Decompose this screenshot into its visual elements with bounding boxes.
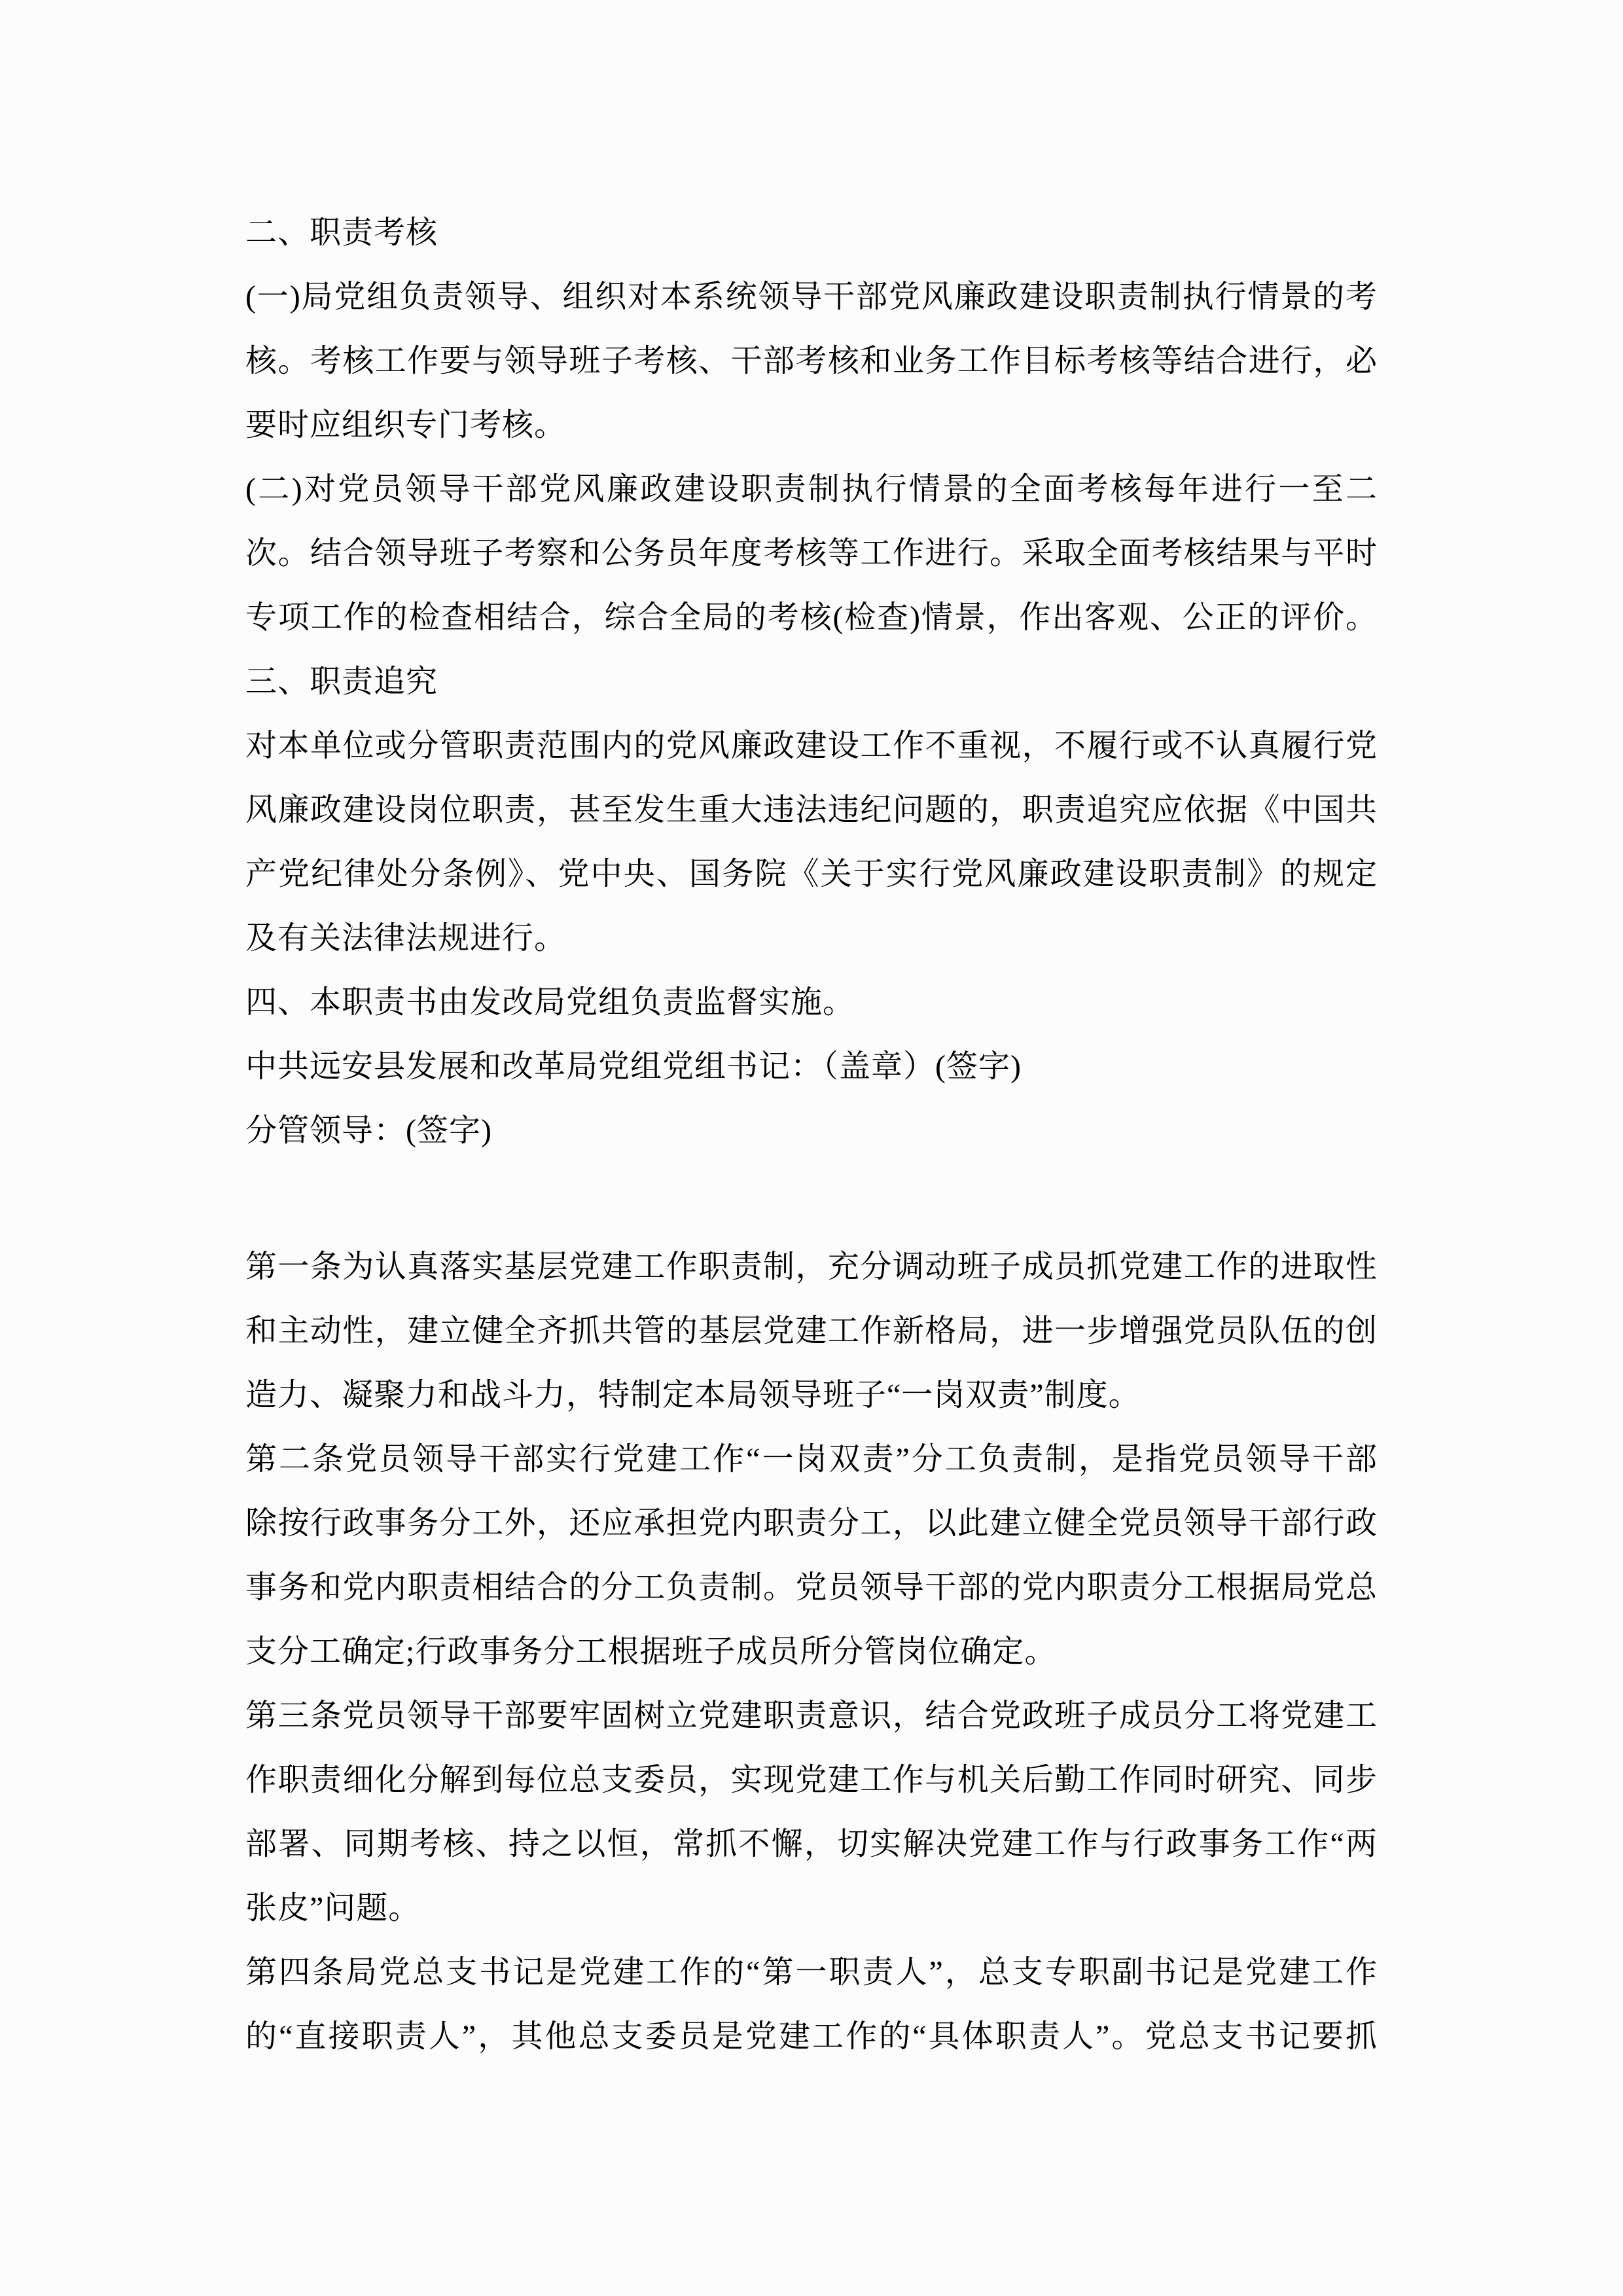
text-line: 支分工确定;行政事务分工根据班子成员所分管岗位确定。 (245, 1634, 1057, 1669)
text-line: 风廉政建设岗位职责，甚至发生重大违法违纪问题的，职责追究应依据《中国共 (245, 793, 1378, 827)
text-line: 次。结合领导班子考察和公务员年度考核等工作进行。采取全面考核结果与平时 (245, 536, 1378, 571)
text-line: 第三条党员领导干部要牢固树立党建职责意识，结合党政班子成员分工将党建工 (245, 1698, 1378, 1733)
text-line: 张皮”问题。 (245, 1891, 421, 1926)
text-line: 事务和党内职责相结合的分工负责制。党员领导干部的党内职责分工根据局党总 (245, 1570, 1378, 1605)
text-line: 及有关法律法规进行。 (245, 921, 567, 956)
text-line: 四、本职责书由发改局党组负责监督实施。 (245, 985, 855, 1020)
document-lines (245, 201, 1378, 2069)
text-line: 除按行政事务分工外，还应承担党内职责分工，以此建立健全党员领导干部行政 (245, 1506, 1378, 1541)
text-line: 的“直接职责人”，其他总支委员是党建工作的“具体职责人”。党总支书记要抓 (245, 2019, 1378, 2054)
text-line: 分管领导：(签字) (245, 1113, 492, 1148)
text-line: 中共远安县发展和改革局党组党组书记：（盖章）(签字) (245, 1049, 1022, 1084)
text-line: 产党纪律处分条例》、党中央、国务院《关于实行党风廉政建设职责制》的规定 (245, 857, 1378, 891)
text-line: 第二条党员领导干部实行党建工作“一岗双责”分工负责制，是指党员领导干部 (245, 1442, 1378, 1477)
text-line: 二、职责考核 (245, 215, 438, 250)
text-line: (一)局党组负责领导、组织对本系统领导干部党风廉政建设职责制执行情景的考 (245, 279, 1378, 314)
text-line: 第四条局党总支书记是党建工作的“第一职责人”，总支专职副书记是党建工作 (245, 1955, 1378, 1990)
text-line: 作职责细化分解到每位总支委员，实现党建工作与机关后勤工作同时研究、同步 (245, 1763, 1378, 1797)
text-line: 专项工作的检查相结合，综合全局的考核(检查)情景，作出客观、公正的评价。 (245, 600, 1378, 635)
text-line: 要时应组织专门考核。 (245, 408, 567, 442)
text-line: 和主动性，建立健全齐抓共管的基层党建工作新格局，进一步增强党员队伍的创 (245, 1314, 1378, 1348)
text-line: 第一条为认真落实基层党建工作职责制，充分调动班子成员抓党建工作的进取性 (245, 1249, 1378, 1284)
blank-line (245, 1163, 1378, 1235)
text-line: 造力、凝聚力和战斗力，特制定本局领导班子“一岗双责”制度。 (245, 1378, 1141, 1412)
text-line: (二)对党员领导干部党风廉政建设职责制执行情景的全面考核每年进行一至二 (245, 472, 1378, 507)
text-line: 对本单位或分管职责范围内的党风廉政建设工作不重视，不履行或不认真履行党 (245, 728, 1378, 763)
text-line: 三、职责追究 (245, 664, 438, 699)
text-line: 核。考核工作要与领导班子考核、干部考核和业务工作目标考核等结合进行，必 (245, 344, 1378, 378)
text-line: 部署、同期考核、持之以恒，常抓不懈，切实解决党建工作与行政事务工作“两 (245, 1827, 1378, 1861)
